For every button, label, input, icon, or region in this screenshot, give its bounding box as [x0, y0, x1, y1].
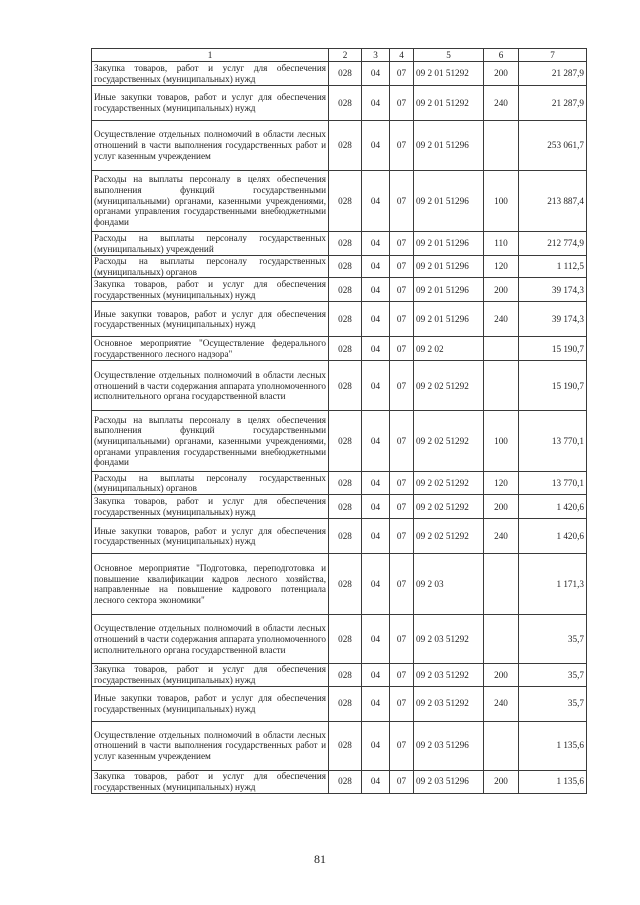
row-subsection-code: 07: [390, 664, 414, 686]
row-section-code: 04: [362, 770, 390, 793]
table-row: [92, 86, 587, 121]
row-section-code: 04: [362, 278, 390, 302]
row-expense-type: 200: [484, 278, 519, 302]
row-section-code: 04: [362, 62, 390, 86]
row-name: Закупка товаров, работ и услуг для обеспечения государственных (муниципальных) нужд: [92, 664, 329, 686]
row-ministry-code: 028: [329, 519, 362, 554]
table-row: [92, 721, 587, 770]
row-ministry-code: 028: [329, 686, 362, 721]
row-expense-type: [484, 361, 519, 411]
row-section-code: 04: [362, 361, 390, 411]
row-expense-type: 200: [484, 495, 519, 519]
row-subsection-code: 07: [390, 121, 414, 171]
row-target-article: 09 2 02: [414, 337, 484, 361]
row-target-article: 09 2 03: [414, 554, 484, 615]
row-target-article: 09 2 03 51292: [414, 615, 484, 664]
header-col-1: 1: [92, 49, 329, 62]
row-ministry-code: 028: [329, 615, 362, 664]
row-amount: 39 174,3: [519, 278, 587, 302]
row-expense-type: 240: [484, 686, 519, 721]
row-target-article: 09 2 02 51292: [414, 361, 484, 411]
row-name: Осуществление отдельных полномочий в области лесных отношений в части содержания аппарата уполномоченного исполнительного органа государственной власти: [92, 615, 329, 664]
row-section-code: 04: [362, 519, 390, 554]
table-row: [92, 256, 587, 278]
row-subsection-code: 07: [390, 86, 414, 121]
row-ministry-code: 028: [329, 554, 362, 615]
row-ministry-code: 028: [329, 121, 362, 171]
row-target-article: 09 2 01 51296: [414, 278, 484, 302]
row-name: Закупка товаров, работ и услуг для обеспечения государственных (муниципальных) нужд: [92, 278, 329, 302]
table-header: [92, 49, 587, 62]
row-target-article: 09 2 01 51296: [414, 232, 484, 256]
row-subsection-code: 07: [390, 686, 414, 721]
table-row: [92, 411, 587, 472]
row-section-code: 04: [362, 721, 390, 770]
row-amount: 212 774,9: [519, 232, 587, 256]
table-row: [92, 554, 587, 615]
table-row: [92, 664, 587, 686]
row-expense-type: 120: [484, 256, 519, 278]
row-name: Основное мероприятие "Подготовка, переподготовка и повышение квалификации кадров лесного хозяйства, направленные на повышение кадрового потенциала лесного сектора экономики": [92, 554, 329, 615]
row-amount: 1 135,6: [519, 721, 587, 770]
row-amount: 1 112,5: [519, 256, 587, 278]
row-name: Осуществление отдельных полномочий в области лесных отношений в части выполнения государственных работ и услуг казенным учреждением: [92, 721, 329, 770]
header-col-6: 6: [484, 49, 519, 62]
header-row: [92, 49, 587, 62]
row-subsection-code: 07: [390, 256, 414, 278]
row-target-article: 09 2 03 51292: [414, 664, 484, 686]
row-amount: 39 174,3: [519, 302, 587, 337]
row-ministry-code: 028: [329, 495, 362, 519]
row-target-article: 09 2 01 51296: [414, 302, 484, 337]
table-row: [92, 770, 587, 793]
row-amount: 1 171,3: [519, 554, 587, 615]
table-row: [92, 495, 587, 519]
table-row: [92, 62, 587, 86]
row-expense-type: 100: [484, 171, 519, 232]
table-row: [92, 686, 587, 721]
row-expense-type: 200: [484, 664, 519, 686]
row-target-article: 09 2 01 51296: [414, 256, 484, 278]
row-section-code: 04: [362, 495, 390, 519]
row-amount: 13 770,1: [519, 472, 587, 495]
row-name: Осуществление отдельных полномочий в области лесных отношений в части выполнения государственных работ и услуг казенным учреждением: [92, 121, 329, 171]
row-target-article: 09 2 03 51296: [414, 770, 484, 793]
row-section-code: 04: [362, 664, 390, 686]
row-ministry-code: 028: [329, 361, 362, 411]
row-subsection-code: 07: [390, 171, 414, 232]
row-subsection-code: 07: [390, 495, 414, 519]
header-col-5: 5: [414, 49, 484, 62]
row-amount: 21 287,9: [519, 62, 587, 86]
row-amount: 1 420,6: [519, 495, 587, 519]
row-amount: 1 135,6: [519, 770, 587, 793]
row-target-article: 09 2 03 51296: [414, 721, 484, 770]
row-section-code: 04: [362, 121, 390, 171]
row-expense-type: 240: [484, 86, 519, 121]
row-target-article: 09 2 02 51292: [414, 411, 484, 472]
row-subsection-code: 07: [390, 615, 414, 664]
row-ministry-code: 028: [329, 278, 362, 302]
row-ministry-code: 028: [329, 62, 362, 86]
row-target-article: 09 2 01 51292: [414, 86, 484, 121]
row-target-article: 09 2 01 51292: [414, 62, 484, 86]
row-ministry-code: 028: [329, 302, 362, 337]
row-target-article: 09 2 01 51296: [414, 171, 484, 232]
row-amount: 13 770,1: [519, 411, 587, 472]
table-body: [92, 62, 587, 794]
table-row: [92, 121, 587, 171]
page-number: 81: [314, 852, 326, 866]
row-name: Основное мероприятие "Осуществление федерального государственного лесного надзора": [92, 337, 329, 361]
row-expense-type: 240: [484, 519, 519, 554]
row-ministry-code: 028: [329, 337, 362, 361]
row-ministry-code: 028: [329, 171, 362, 232]
row-section-code: 04: [362, 554, 390, 615]
row-expense-type: 240: [484, 302, 519, 337]
budget-table: [91, 48, 587, 794]
row-ministry-code: 028: [329, 721, 362, 770]
row-section-code: 04: [362, 171, 390, 232]
row-subsection-code: 07: [390, 519, 414, 554]
row-expense-type: [484, 615, 519, 664]
row-subsection-code: 07: [390, 411, 414, 472]
row-subsection-code: 07: [390, 721, 414, 770]
header-col-2: 2: [329, 49, 362, 62]
row-amount: 35,7: [519, 615, 587, 664]
row-amount: 1 420,6: [519, 519, 587, 554]
row-ministry-code: 028: [329, 472, 362, 495]
row-section-code: 04: [362, 686, 390, 721]
row-expense-type: 200: [484, 62, 519, 86]
row-amount: 253 061,7: [519, 121, 587, 171]
row-subsection-code: 07: [390, 337, 414, 361]
row-expense-type: 120: [484, 472, 519, 495]
table-row: [92, 361, 587, 411]
row-ministry-code: 028: [329, 256, 362, 278]
row-name: Закупка товаров, работ и услуг для обеспечения государственных (муниципальных) нужд: [92, 770, 329, 793]
row-name: Расходы на выплаты персоналу государственных (муниципальных) учреждений: [92, 232, 329, 256]
row-name: Расходы на выплаты персоналу государственных (муниципальных) органов: [92, 256, 329, 278]
row-target-article: 09 2 02 51292: [414, 495, 484, 519]
row-amount: 35,7: [519, 664, 587, 686]
row-subsection-code: 07: [390, 770, 414, 793]
row-subsection-code: 07: [390, 278, 414, 302]
row-name: Закупка товаров, работ и услуг для обеспечения государственных (муниципальных) нужд: [92, 495, 329, 519]
row-expense-type: 200: [484, 770, 519, 793]
row-amount: 213 887,4: [519, 171, 587, 232]
row-subsection-code: 07: [390, 302, 414, 337]
row-section-code: 04: [362, 411, 390, 472]
row-amount: 15 190,7: [519, 361, 587, 411]
row-expense-type: [484, 721, 519, 770]
row-name: Иные закупки товаров, работ и услуг для обеспечения государственных (муниципальных) нужд: [92, 686, 329, 721]
row-target-article: 09 2 01 51296: [414, 121, 484, 171]
row-subsection-code: 07: [390, 62, 414, 86]
table-row: [92, 472, 587, 495]
row-name: Закупка товаров, работ и услуг для обеспечения государственных (муниципальных) нужд: [92, 62, 329, 86]
row-subsection-code: 07: [390, 232, 414, 256]
row-ministry-code: 028: [329, 770, 362, 793]
row-amount: 15 190,7: [519, 337, 587, 361]
row-section-code: 04: [362, 232, 390, 256]
table-row: [92, 278, 587, 302]
row-amount: 21 287,9: [519, 86, 587, 121]
row-expense-type: 110: [484, 232, 519, 256]
row-ministry-code: 028: [329, 86, 362, 121]
header-col-4: 4: [390, 49, 414, 62]
row-section-code: 04: [362, 256, 390, 278]
row-name: Расходы на выплаты персоналу в целях обеспечения выполнения функций государственными (муниципальными) органами, казенными учреждениями, органами управления государственными внебюджетными фондами: [92, 171, 329, 232]
row-subsection-code: 07: [390, 554, 414, 615]
row-ministry-code: 028: [329, 232, 362, 256]
row-name: Расходы на выплаты персоналу государственных (муниципальных) органов: [92, 472, 329, 495]
row-section-code: 04: [362, 615, 390, 664]
row-target-article: 09 2 02 51292: [414, 472, 484, 495]
row-section-code: 04: [362, 302, 390, 337]
row-ministry-code: 028: [329, 664, 362, 686]
row-name: Иные закупки товаров, работ и услуг для обеспечения государственных (муниципальных) нужд: [92, 86, 329, 121]
row-expense-type: [484, 554, 519, 615]
row-name: Осуществление отдельных полномочий в области лесных отношений в части содержания аппарата уполномоченного исполнительного органа государственной власти: [92, 361, 329, 411]
table-row: [92, 337, 587, 361]
table-row: [92, 302, 587, 337]
row-subsection-code: 07: [390, 361, 414, 411]
row-name: Иные закупки товаров, работ и услуг для обеспечения государственных (муниципальных) нужд: [92, 519, 329, 554]
row-amount: 35,7: [519, 686, 587, 721]
row-target-article: 09 2 02 51292: [414, 519, 484, 554]
row-expense-type: [484, 121, 519, 171]
table-row: [92, 615, 587, 664]
row-ministry-code: 028: [329, 411, 362, 472]
row-expense-type: 100: [484, 411, 519, 472]
row-section-code: 04: [362, 86, 390, 121]
header-col-7: 7: [519, 49, 587, 62]
row-name: Иные закупки товаров, работ и услуг для обеспечения государственных (муниципальных) нужд: [92, 302, 329, 337]
table-row: [92, 519, 587, 554]
row-expense-type: [484, 337, 519, 361]
table-row: [92, 171, 587, 232]
row-section-code: 04: [362, 337, 390, 361]
row-target-article: 09 2 03 51292: [414, 686, 484, 721]
table-row: [92, 232, 587, 256]
row-name: Расходы на выплаты персоналу в целях обеспечения выполнения функций государственными (муниципальными) органами, казенными учреждениями, органами управления государственными внебюджетными фондами: [92, 411, 329, 472]
header-col-3: 3: [362, 49, 390, 62]
row-subsection-code: 07: [390, 472, 414, 495]
row-section-code: 04: [362, 472, 390, 495]
